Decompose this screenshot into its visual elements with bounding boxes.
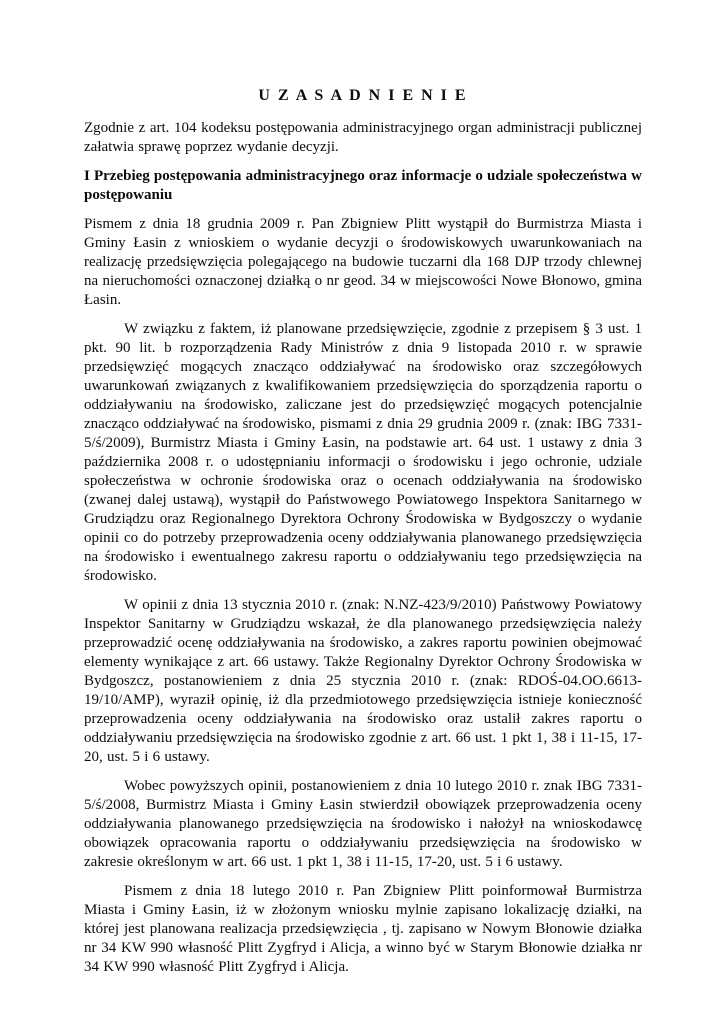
paragraph-obligation: Wobec powyższych opinii, postanowieniem z dnia 10 lutego 2010 r. znak IBG 7331-5/ś/2008, Burmistrz Miasta i Gminy Łasin stwierdził obowiązek przeprowadzenia oceny oddziaływania planowanego przedsięwzięcia na środowisko i nałożył na wnioskodawcę obowiązek opracowania raportu o oddziaływaniu przedsięwzięcia na środowisko w zakresie określonym w art. 66 ust. 1 pkt 1, 38 i 11-15, 17-20, ust. 5 i 6 ustawy. (84, 778, 642, 870)
section-heading: I Przebieg postępowania administracyjnego oraz informacje o udziale społeczeństwa w postępowaniu (84, 168, 642, 203)
document-title: U Z A S A D N I E N I E (258, 87, 468, 104)
paragraph-screening-request: W związku z faktem, iż planowane przedsięwzięcie, zgodnie z przepisem § 3 ust. 1 pkt. 90 lit. b rozporządzenia Rady Ministrów z dnia 9 listopada 2010 r. w sprawie przedsięwzięć mogących znacząco oddziaływać na środowisko oraz szczegółowych uwarunkowań związanych z kwalifikowaniem przedsięwzięcia do sporządzenia raportu o oddziaływaniu na środowisko, zaliczane jest do przedsięwzięć mogących potencjalnie znacząco oddziaływać na środowisko, pismami z dnia 29 grudnia 2009 r. (znak: IBG 7331-5/ś/2009), Burmistrz Miasta i Gminy Łasin, na podstawie art. 64 ust. 1 ustawy z dnia 3 października 2008 r. o udostępnianiu informacji o środowisku i jego ochronie, udziale społeczeństwa w ochronie środowiska oraz o ocenach oddziaływania na środowisko (zwanej dalej ustawą), wystąpił do Państwowego Powiatowego Inspektora Sanitarnego w Grudziądzu oraz Regionalnego Dyrektora Ochrony Środowiska w Bydgoszczy o wydanie opinii co do potrzeby przeprowadzenia oceny oddziaływania planowanego przedsięwzięcia na środowisko i ewentualnego zakresu raportu o oddziaływaniu tego przedsięwzięcia na środowisko. (84, 321, 642, 584)
paragraph-application: Pismem z dnia 18 grudnia 2009 r. Pan Zbigniew Plitt wystąpił do Burmistrza Miasta i Gminy Łasin z wnioskiem o wydanie decyzji o środowiskowych uwarunkowaniach na realizację przedsięwzięcia polegającego na budowie tuczarni dla 168 DJP trzody chlewnej na nieruchomości oznaczonej działką o nr geod. 34 w miejscowości Nowe Błonowo, gmina Łasin. (84, 216, 642, 308)
paragraph-opinions: W opinii z dnia 13 stycznia 2010 r. (znak: N.NZ-423/9/2010) Państwowy Powiatowy Inspektor Sanitarny w Grudziądzu wskazał, że dla planowanego przedsięwzięcia należy przeprowadzić ocenę oddziaływania na środowisko, a zakres raportu powinien obejmować elementy wynikające z art. 66 ustawy. Także Regionalny Dyrektor Ochrony Środowiska w Bydgoszcz, postanowieniem z dnia 25 stycznia 2010 r. (znak: RDOŚ-04.OO.6613-19/10/AMP), wyraził opinię, iż dla przedmiotowego przedsięwzięcia istnieje konieczność przeprowadzenia oceny oddziaływania na środowisko oraz ustalił zakres raportu o oddziaływaniu przedsięwzięcia na środowisko zgodnie z art. 66 ust. 1 pkt 1, 38 i 11-15, 17-20, ust. 5 i 6 ustawy. (84, 597, 642, 765)
intro-paragraph: Zgodnie z art. 104 kodeksu postępowania administracyjnego organ administracji publicznej załatwia sprawę poprzez wydanie decyzji. (84, 120, 642, 155)
paragraph-location-correction: Pismem z dnia 18 lutego 2010 r. Pan Zbigniew Plitt poinformował Burmistrza Miasta i Gminy Łasin, iż w złożonym wniosku mylnie zapisano lokalizację działki, na której jest planowana realizacja przedsięwzięcia , tj. zapisano w Nowym Błonowie działka nr 34 KW 990 własność Plitt Zygfryd i Alicja, a winno być w Starym Błonowie działka nr 34 KW 990 własność Plitt Zygfryd i Alicja. (84, 883, 642, 975)
